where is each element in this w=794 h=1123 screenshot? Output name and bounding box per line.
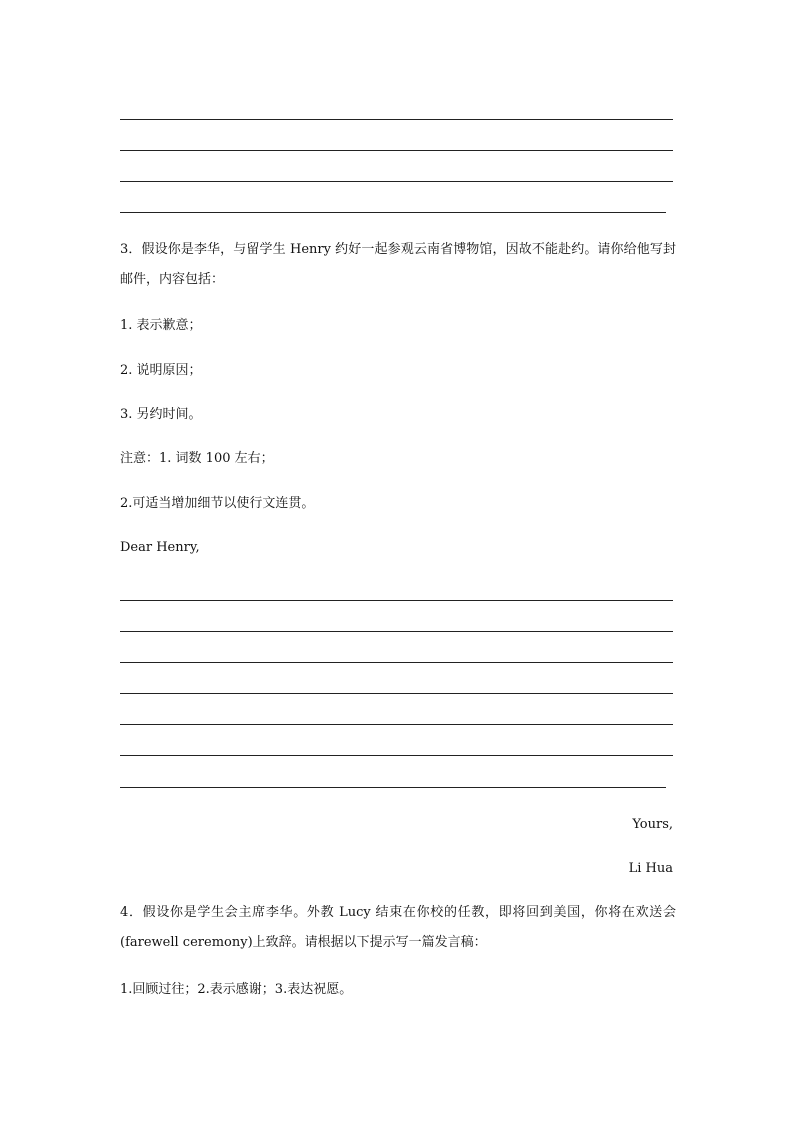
- q3-point-3: 3. 另约时间。: [120, 407, 202, 422]
- answer-line[interactable]: [120, 631, 673, 632]
- answer-line[interactable]: [120, 662, 673, 663]
- q3-note-2: 2.可适当增加细节以使行文连贯。: [120, 496, 315, 511]
- q4-hints: 1.回顾过往；2.表示感谢；3.表达祝愿。: [120, 982, 353, 997]
- answer-line[interactable]: [120, 119, 673, 120]
- q4-prompt: 4．假设你是学生会主席李华。外教 Lucy 结束在你校的任教，即将回到美国，你将在欢送会(farewell ceremony)上致辞。请根据以下提示写一篇发言稿：: [120, 905, 676, 950]
- answer-line[interactable]: [120, 724, 673, 725]
- q3-note-1: 注意：1. 词数 100 左右；: [120, 451, 274, 466]
- q3-salutation: Dear Henry,: [120, 540, 200, 555]
- q3-point-1: 1. 表示歉意；: [120, 318, 202, 333]
- q3-closing: Yours,: [632, 817, 673, 832]
- answer-line[interactable]: [120, 181, 673, 182]
- q3-prompt: 3．假设你是李华，与留学生 Henry 约好一起参观云南省博物馆，因故不能赴约。请你给他写封邮件，内容包括：: [120, 242, 676, 287]
- answer-line[interactable]: [120, 693, 673, 694]
- answer-line[interactable]: [120, 150, 673, 151]
- answer-line[interactable]: [120, 755, 673, 756]
- q3-signature: Li Hua: [628, 861, 673, 876]
- answer-line[interactable]: [120, 212, 666, 213]
- answer-line[interactable]: [120, 600, 673, 601]
- answer-line[interactable]: [120, 787, 666, 788]
- q3-point-2: 2. 说明原因；: [120, 363, 202, 378]
